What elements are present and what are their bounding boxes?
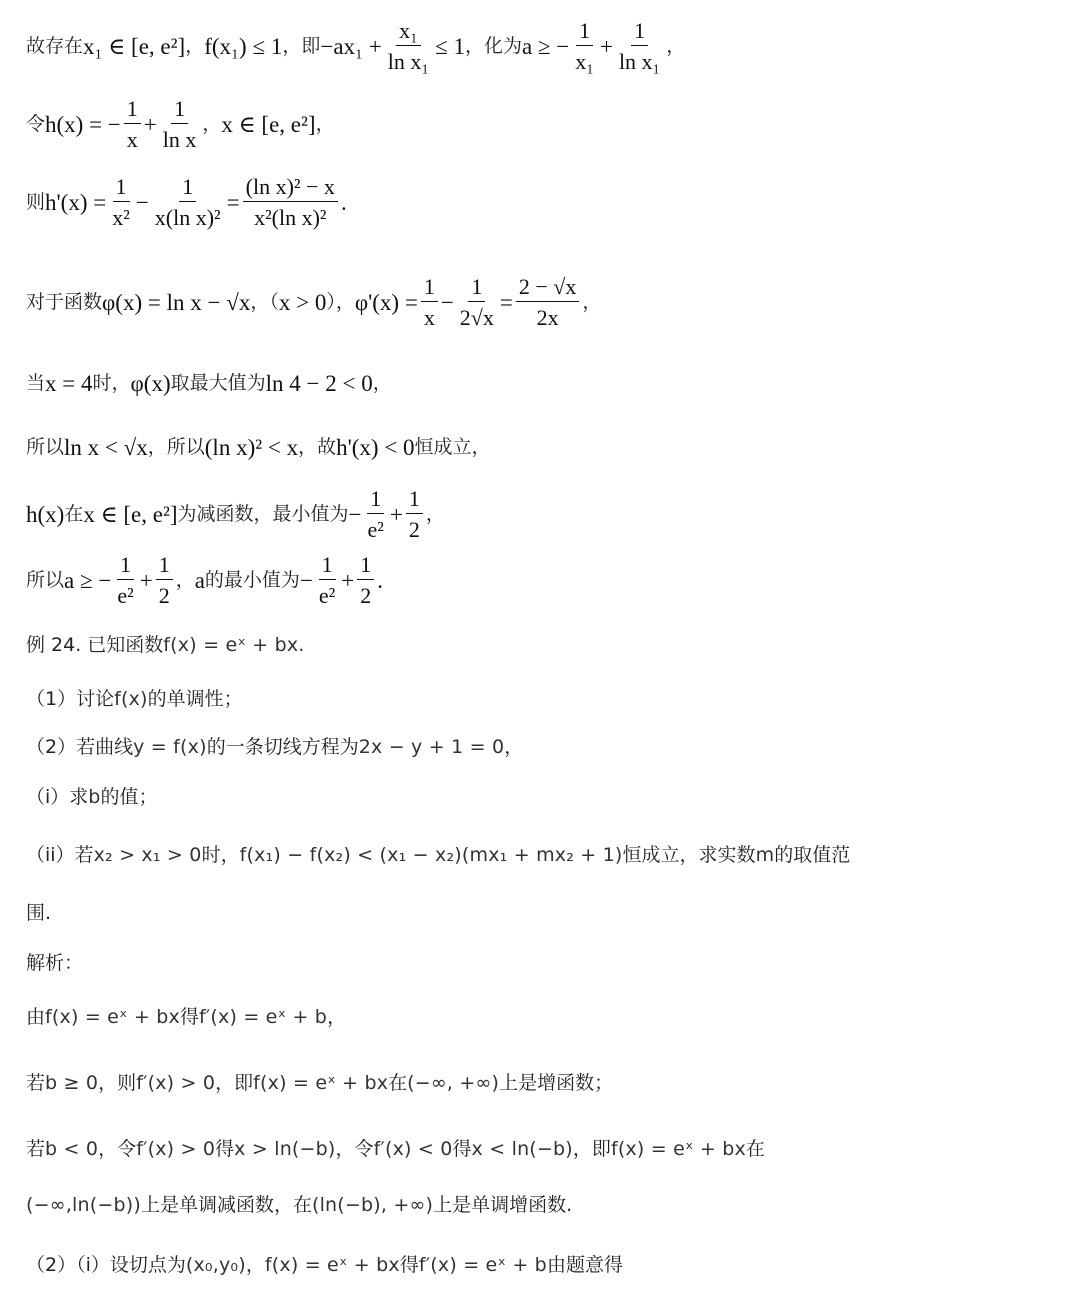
- line-20: [26, 1256, 1060, 1275]
- math-expression: ln x < √x: [64, 435, 148, 460]
- chinese-text: 由题意得: [546, 1254, 623, 1276]
- line-3: [26, 174, 1060, 231]
- fraction-denominator: 2: [408, 517, 420, 543]
- chinese-text: 时，: [201, 844, 240, 866]
- chinese-text: 的一条切线方程为: [206, 736, 359, 758]
- fraction-numerator: 1: [113, 174, 130, 202]
- math-expression: x₁ ∈ [e, e²]: [83, 33, 186, 59]
- line-14: [26, 904, 1060, 923]
- math-expression: −ax₁ +: [320, 33, 382, 59]
- math-expression: (x₀,y₀): [185, 1254, 246, 1276]
- fraction-denominator: e²: [117, 583, 134, 609]
- chinese-text: ，: [666, 34, 686, 57]
- math-expression: f′(x) < 0: [373, 1138, 453, 1160]
- math-expression: f′(x) = eˣ + b: [199, 1006, 328, 1028]
- fraction-numerator: 1: [357, 552, 374, 580]
- math-expression: f(x): [114, 688, 148, 710]
- math-expression: f(x) = eˣ + bx: [45, 1006, 180, 1028]
- math-expression: b < 0: [45, 1138, 99, 1160]
- math-expression: +: [143, 111, 157, 137]
- math-expression: x ∈ [e, e²]: [221, 111, 316, 137]
- chinese-text: ，即: [282, 34, 321, 57]
- fraction-denominator: x²(ln x)²: [254, 205, 327, 231]
- chinese-text: ，化为: [464, 34, 522, 57]
- fraction-numerator: 1: [179, 174, 196, 202]
- math-expression: −: [348, 501, 362, 527]
- fraction-numerator: 1: [124, 96, 141, 124]
- chinese-text: ，: [185, 34, 205, 57]
- fraction-numerator: 1: [117, 552, 134, 580]
- math-expression: +: [599, 33, 613, 59]
- fraction: [160, 96, 200, 153]
- fraction-denominator: ln x₁: [387, 49, 430, 75]
- line-5: [26, 372, 1060, 395]
- chinese-text: ，令: [98, 1138, 137, 1160]
- math-expression: f(x₁) ≤ 1: [204, 33, 283, 59]
- math-expression: a ≥ −: [64, 567, 112, 593]
- fraction-denominator: 2x: [536, 305, 559, 331]
- math-expression: f(x) = eˣ + bx.: [163, 634, 305, 656]
- fraction-denominator: x²: [112, 205, 130, 231]
- fraction-denominator: ln x₁: [618, 49, 661, 75]
- line-1: [26, 18, 1060, 75]
- chinese-text: 例 24. 已知函数: [26, 634, 164, 656]
- chinese-text: 则: [26, 190, 46, 213]
- math-expression: −: [135, 189, 149, 215]
- math-expression: a: [194, 567, 205, 593]
- chinese-text: 若: [26, 1138, 46, 1160]
- math-expression: φ(x) = ln x − √x: [102, 289, 251, 315]
- math-expression: h(x) = −: [45, 111, 121, 137]
- chinese-text: ，则: [98, 1072, 137, 1094]
- chinese-text: 得: [180, 1006, 200, 1028]
- math-expression: ln 4 − 2 < 0: [265, 371, 373, 396]
- math-expression: (ln(−b), +∞): [311, 1194, 434, 1216]
- math-expression: a ≥ −: [521, 33, 570, 59]
- math-expression: (−∞, +∞): [407, 1072, 500, 1094]
- chinese-text: （ii）若: [26, 844, 94, 866]
- line-4: [26, 274, 1060, 331]
- chinese-text: 在: [64, 502, 84, 525]
- math-expression: x < ln(−b): [471, 1138, 573, 1160]
- chinese-text: 解析：: [26, 952, 84, 974]
- chinese-text: 在: [745, 1138, 765, 1160]
- line-17: [26, 1074, 1060, 1093]
- fraction-denominator: ln x: [162, 127, 197, 153]
- fraction-denominator: x(ln x)²: [154, 205, 221, 231]
- line-9: [26, 636, 1060, 655]
- chinese-text: （1）讨论: [26, 688, 115, 710]
- chinese-text: 恒成立，: [414, 436, 491, 458]
- fraction-numerator: 1: [319, 552, 336, 580]
- fraction-numerator: 1: [576, 18, 593, 46]
- fraction-denominator: 2: [158, 583, 170, 609]
- fraction: [406, 486, 423, 543]
- math-expression: m: [755, 844, 775, 866]
- chinese-text: 得: [215, 1138, 235, 1160]
- chinese-text: 得: [399, 1254, 419, 1276]
- fraction: [109, 174, 133, 231]
- chinese-text: 的值；: [100, 786, 158, 808]
- chinese-text: 当: [26, 372, 46, 394]
- chinese-text: ，: [315, 112, 335, 135]
- math-expression: φ(x): [130, 371, 171, 396]
- fraction: [385, 18, 432, 75]
- chinese-text: 故存在: [26, 34, 84, 57]
- fraction-numerator: x₁: [396, 18, 421, 46]
- math-expression: h'(x) =: [45, 189, 107, 215]
- fraction: [156, 552, 173, 609]
- line-11: [26, 738, 1060, 757]
- math-expression: =: [499, 289, 513, 315]
- chinese-text: 对于函数: [26, 290, 103, 313]
- chinese-text: 的最小值为: [204, 568, 300, 591]
- fraction-numerator: 1: [421, 274, 438, 302]
- math-expression: x > 0: [278, 289, 327, 315]
- chinese-text: 为减函数，最小值为: [177, 502, 349, 525]
- chinese-text: ，: [582, 290, 602, 313]
- fraction: [516, 274, 579, 331]
- fraction-numerator: (ln x)² − x: [243, 174, 338, 202]
- fraction: [316, 552, 338, 609]
- chinese-text: 恒成立，求实数: [622, 844, 756, 866]
- chinese-text: 上是增函数；: [499, 1072, 614, 1094]
- math-expression: −: [440, 289, 454, 315]
- math-expression: f(x) = eˣ + bx: [610, 1138, 746, 1160]
- line-13: [26, 846, 1060, 865]
- chinese-text: ，: [202, 112, 222, 135]
- chinese-text: （2）（i）设切点为: [26, 1254, 186, 1276]
- math-expression: ≤ 1: [435, 33, 465, 59]
- line-19: [26, 1196, 1060, 1215]
- chinese-text: 上是单调增函数.: [433, 1194, 573, 1216]
- fraction: [616, 18, 663, 75]
- fraction: [365, 486, 387, 543]
- math-expression: b ≥ 0: [45, 1072, 99, 1094]
- math-expression: f(x) = eˣ + bx: [253, 1072, 389, 1094]
- fraction: [243, 174, 338, 231]
- chinese-text: 所以: [26, 436, 65, 458]
- math-expression: =: [226, 189, 240, 215]
- chinese-text: 上是单调减函数，在: [140, 1194, 312, 1216]
- chinese-text: ，: [175, 568, 195, 591]
- fraction: [152, 174, 224, 231]
- fraction-denominator: e²: [318, 583, 336, 609]
- math-expression: b: [88, 786, 101, 808]
- chinese-text: ，: [504, 736, 524, 758]
- fraction-numerator: 2 − √x: [516, 274, 579, 302]
- chinese-text: （i）求: [26, 786, 89, 808]
- chinese-text: 所以: [26, 568, 65, 591]
- chinese-text: ），: [326, 290, 355, 313]
- math-expression: f′(x) > 0: [136, 1072, 216, 1094]
- chinese-text: 取最大值为: [170, 372, 266, 394]
- math-expression: x > ln(−b): [234, 1138, 336, 1160]
- line-15: [26, 954, 1060, 973]
- chinese-text: 由: [26, 1006, 46, 1028]
- math-expression: f′(x) = eˣ + b: [418, 1254, 547, 1276]
- chinese-text: ，令: [335, 1138, 374, 1160]
- math-expression: x₂ > x₁ > 0: [93, 844, 202, 866]
- chinese-text: 令: [26, 112, 46, 135]
- math-expression: +: [389, 501, 403, 527]
- line-16: [26, 1008, 1060, 1027]
- fraction: [114, 552, 136, 609]
- chinese-text: （2）若曲线: [26, 736, 134, 758]
- fraction: [457, 274, 497, 331]
- fraction-numerator: 1: [171, 96, 188, 124]
- fraction-numerator: 1: [406, 486, 423, 514]
- math-expression: φ'(x) =: [354, 289, 418, 315]
- math-expression: (ln x)² < x: [204, 435, 299, 460]
- chinese-text: ，: [372, 372, 392, 394]
- math-expression: f′(x) > 0: [136, 1138, 216, 1160]
- line-7: [26, 486, 1060, 543]
- chinese-text: 围.: [26, 902, 52, 924]
- fraction-numerator: 1: [367, 486, 384, 514]
- math-expression: f(x₁) − f(x₂) < (x₁ − x₂)(mx₁ + mx₂ + 1): [239, 844, 623, 866]
- math-expression: (−∞,ln(−b)): [26, 1194, 141, 1216]
- math-expression: x = 4: [45, 371, 93, 396]
- chinese-text: ，故: [298, 436, 337, 458]
- fraction-denominator: x: [423, 305, 435, 331]
- fraction: [357, 552, 374, 609]
- chinese-text: ，即: [215, 1072, 254, 1094]
- math-expression: f(x) = eˣ + bx: [264, 1254, 400, 1276]
- chinese-text: 的单调性；: [147, 688, 243, 710]
- math-expression: .: [340, 189, 347, 215]
- math-expression: 2x − y + 1 = 0: [358, 736, 505, 758]
- fraction-numerator: 1: [156, 552, 173, 580]
- line-2: [26, 96, 1060, 153]
- chinese-text: ，: [327, 1006, 347, 1028]
- chinese-text: ，: [245, 1254, 265, 1276]
- fraction-denominator: 2√x: [459, 305, 494, 331]
- fraction: [572, 18, 597, 75]
- chinese-text: 时，: [92, 372, 131, 394]
- math-expression: h'(x) < 0: [336, 435, 415, 460]
- line-10: [26, 690, 1060, 709]
- chinese-text: 在: [388, 1072, 408, 1094]
- fraction: [421, 274, 438, 331]
- chinese-text: ，（: [250, 290, 279, 313]
- chinese-text: 的取值范: [774, 844, 851, 866]
- math-expression: +: [341, 567, 355, 593]
- math-expression: x ∈ [e, e²]: [83, 501, 178, 527]
- fraction-numerator: 1: [468, 274, 485, 302]
- chinese-text: 得: [452, 1138, 472, 1160]
- math-expression: −: [299, 567, 313, 593]
- math-expression: .: [377, 567, 384, 593]
- math-expression: y = f(x): [133, 736, 207, 758]
- math-expression: +: [139, 567, 153, 593]
- line-8: [26, 552, 1060, 609]
- fraction-numerator: 1: [631, 18, 648, 46]
- line-12: [26, 788, 1060, 807]
- chinese-text: 若: [26, 1072, 46, 1094]
- chinese-text: ，: [425, 502, 445, 525]
- fraction-denominator: x₁: [575, 49, 594, 75]
- fraction: [124, 96, 141, 153]
- fraction-denominator: e²: [367, 517, 384, 543]
- fraction-denominator: 2: [360, 583, 372, 609]
- fraction-denominator: x: [126, 127, 138, 153]
- math-expression: h(x): [26, 501, 65, 527]
- line-18: [26, 1140, 1060, 1159]
- line-6: [26, 436, 1060, 459]
- chinese-text: ，所以: [147, 436, 205, 458]
- chinese-text: ，即: [572, 1138, 611, 1160]
